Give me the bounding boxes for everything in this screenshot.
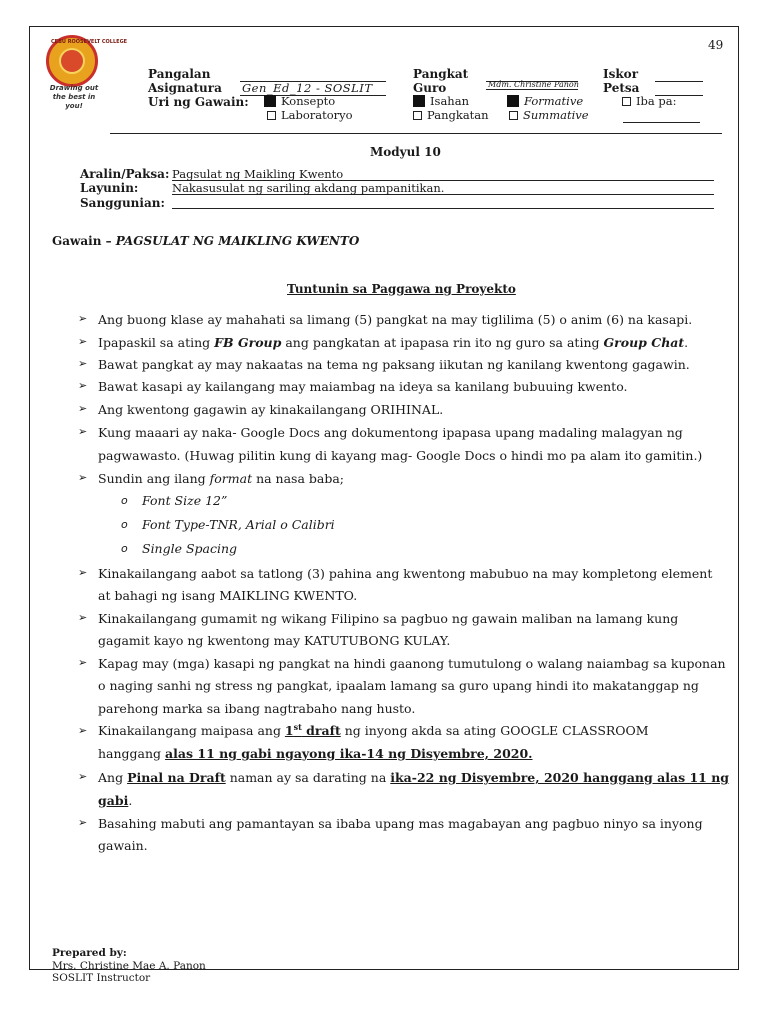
rule-item-continued: at bahagi ng isang MAIKLING KWENTO. — [98, 588, 358, 603]
arrow-bullet-icon: ➢ — [78, 312, 88, 325]
konsepto-option[interactable] — [264, 94, 335, 108]
arrow-bullet-icon: ➢ — [78, 379, 88, 392]
preparer-role: SOSLIT Instructor — [52, 972, 151, 984]
pangalan-label: Pangalan — [148, 67, 211, 81]
arrow-bullet-icon: ➢ — [78, 816, 88, 829]
rules-subtitle: Tuntunin sa Paggawa ng Proyekto — [287, 282, 516, 296]
arrow-bullet-icon: ➢ — [78, 724, 88, 737]
arrow-bullet-icon: ➢ — [78, 566, 88, 579]
circle-bullet-icon: o — [121, 518, 128, 531]
rule-item: Ang kwentong gagawin ay kinakailangang ORIHINAL. — [98, 402, 444, 417]
final-draft-text: Pinal na Draft — [127, 770, 226, 785]
rule-item: Ipapaskil sa ating FB Group ang pangkatan at ipapasa rin ito ng guro sa ating Group Chat. — [98, 335, 689, 350]
arrow-bullet-icon: ➢ — [78, 656, 88, 669]
rule-item: Ang buong klase ay mahahati sa limang (5) pangkat na may tiglilima (5) o anim (6) na kasapi. — [98, 312, 693, 327]
guro-value: Mdm. Christine Panon — [488, 80, 579, 89]
rule-item: Ang Pinal na Draft naman ay sa darating na ika-22 ng Disyembre, 2020 hanggang alas 11 ng — [98, 770, 730, 785]
konsepto-label: Konsepto — [281, 94, 336, 108]
arrow-bullet-icon: ➢ — [78, 471, 88, 484]
gawain-title: PAGSULAT NG MAIKLING KWENTO — [115, 234, 360, 248]
rule-item-continued: pagwawasto. (Huwag pilitin kung di kayang mag- Google Docs o hindi mo pa alam ito gamitin.) — [98, 448, 703, 463]
laboratoryo-option[interactable] — [267, 108, 353, 122]
formative-label: Formative — [524, 94, 584, 108]
rule-item: Kinakailangang aabot sa tatlong (3) pahina ang kwentong mabubuo na may kompletong element — [98, 566, 713, 581]
guro-label: Guro — [413, 81, 447, 95]
final-draft-deadline: ika-22 ng Disyembre, 2020 hanggang alas 11 ng — [390, 770, 730, 785]
rule-item-continued: parehong marka sa ibang nagtrabaho nang husto. — [98, 701, 416, 716]
sanggunian-field[interactable] — [172, 196, 714, 209]
petsa-label: Petsa — [603, 81, 640, 95]
pangalan-field[interactable] — [240, 68, 386, 82]
aralin-value: Pagsulat ng Maikling Kwento — [172, 167, 344, 181]
uri-ng-gawain-label: Uri ng Gawain: — [148, 95, 249, 109]
asignatura-label: Asignatura — [148, 81, 222, 95]
format-item: Font Size 12” — [142, 493, 228, 508]
page-number: 49 — [708, 38, 724, 52]
rule-item: Basahing mabuti ang pamantayan sa ibaba upang mas magabayan ang pagbuo ninyo sa inyong — [98, 816, 703, 831]
group-chat-text: Group Chat — [603, 335, 685, 350]
isahan-option[interactable] — [413, 94, 469, 108]
summative-label: Summative — [523, 108, 589, 122]
first-draft-deadline: alas 11 ng gabi ngayong ika-14 ng Disyembre, 2020. — [165, 746, 533, 761]
iba-pa-label: Iba pa: — [636, 94, 677, 108]
iskor-field[interactable] — [655, 68, 703, 82]
rule-item-continued: gawain. — [98, 838, 148, 853]
format-item: Font Type-TNR, Arial o Calibri — [142, 517, 335, 532]
layunin-label: Layunin: — [80, 181, 139, 195]
layunin-value: Nakasusulat ng sariling akdang pampanitikan. — [172, 181, 445, 195]
aralin-label: Aralin/Paksa: — [80, 167, 170, 181]
arrow-bullet-icon: ➢ — [78, 611, 88, 624]
checkbox-empty-icon — [413, 111, 422, 120]
rule-item: Kinakailangang gumamit ng wikang Filipino sa pagbuo ng gawain maliban na lamang kung — [98, 611, 679, 626]
isahan-label: Isahan — [430, 94, 469, 108]
checkbox-empty-icon — [267, 111, 276, 120]
header-divider — [110, 133, 722, 134]
rule-item: Bawat kasapi ay kailangang may maiambag na ideya sa kanilang bubuuing kwento. — [98, 379, 628, 394]
arrow-bullet-icon: ➢ — [78, 425, 88, 438]
checkbox-checked-icon — [264, 95, 276, 107]
rule-item-continued: o naging sanhi ng stress ng pangkat, ipaalam lamang sa guro upang hindi ito makatanggap ng — [98, 678, 699, 693]
pangkat-label: Pangkat — [413, 67, 469, 81]
rule-item: Sundin ang ilang format na nasa baba; — [98, 471, 345, 486]
iba-pa-field[interactable] — [623, 109, 700, 123]
summative-option[interactable] — [509, 108, 589, 122]
sanggunian-label: Sanggunian: — [80, 196, 165, 210]
arrow-bullet-icon: ➢ — [78, 357, 88, 370]
first-draft-text: 1st draft — [284, 722, 341, 739]
checkbox-empty-icon — [509, 111, 518, 120]
rule-item-continued: gabi. — [98, 793, 133, 808]
prepared-by-label: Prepared by: — [52, 947, 127, 959]
iskor-label: Iskor — [603, 67, 639, 81]
formative-option[interactable] — [507, 94, 583, 108]
rule-item: Kapag may (mga) kasapi ng pangkat na hindi gaanong tumutulong o walang naiambag sa kuponan — [98, 656, 726, 671]
format-item: Single Spacing — [142, 541, 238, 556]
school-logo-icon — [46, 35, 128, 87]
school-motto: Drawing out the best in you! — [49, 84, 99, 110]
arrow-bullet-icon: ➢ — [78, 770, 88, 783]
checkbox-empty-icon — [622, 97, 631, 106]
rule-item: Bawat pangkat ay may nakaatas na tema ng paksang iikutan ng kanilang kwentong gagawin. — [98, 357, 690, 372]
arrow-bullet-icon: ➢ — [78, 402, 88, 415]
preparer-name: Mrs. Christine Mae A. Panon — [52, 960, 206, 972]
rule-item-continued: gagamit kayo ng kwentong may KATUTUBONG KULAY. — [98, 633, 451, 648]
arrow-bullet-icon: ➢ — [78, 335, 88, 348]
pangkatan-option[interactable] — [413, 108, 489, 122]
logo-center — [59, 48, 85, 74]
iba-pa-option[interactable] — [622, 94, 677, 108]
rule-item-continued: hanggang alas 11 ng gabi ngayong ika-14 ng Disyembre, 2020. — [98, 746, 533, 761]
logo-ring-text: CEBU ROOSEVELT COLLEGE — [51, 39, 128, 45]
module-title: Modyul 10 — [370, 145, 441, 159]
asignatura-value: Gen_Ed_12 - SOSLIT — [242, 81, 373, 95]
rule-item: Kung maaari ay naka- Google Docs ang dokumentong ipapasa upang madaling malagyan ng — [98, 425, 683, 440]
checkbox-checked-icon — [507, 95, 519, 107]
rule-item: Kinakailangang maipasa ang 1st draft ng inyong akda sa ating GOOGLE CLASSROOM — [98, 722, 649, 739]
checkbox-checked-icon — [413, 95, 425, 107]
pangkatan-label: Pangkatan — [427, 108, 489, 122]
gawain-prefix: Gawain – — [52, 234, 116, 248]
circle-bullet-icon: o — [121, 542, 128, 555]
laboratoryo-label: Laboratoryo — [281, 108, 353, 122]
fb-group-text: FB Group — [214, 335, 282, 350]
circle-bullet-icon: o — [121, 494, 128, 507]
gawain-heading — [52, 234, 359, 248]
